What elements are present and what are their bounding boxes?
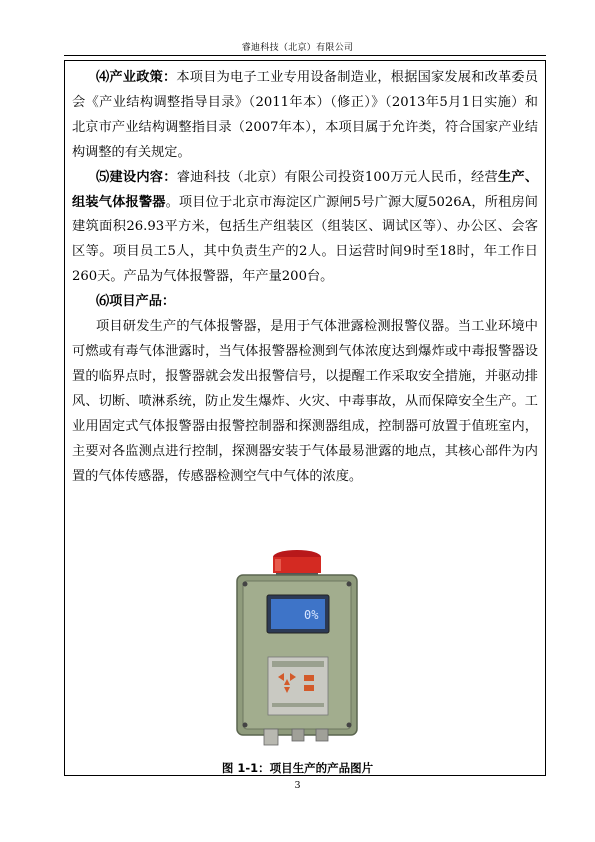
body-text — [72, 66, 538, 489]
cable-gland-icon — [264, 729, 278, 745]
construction-paragraph — [72, 166, 538, 291]
page-number: 3 — [294, 780, 301, 791]
enter-button-icon — [304, 675, 314, 681]
policy-paragraph — [72, 66, 538, 166]
product-paragraph — [72, 315, 538, 489]
construction-heading: ⑸建设内容： — [96, 169, 177, 185]
lcd-reading: 0% — [304, 608, 319, 622]
policy-text: 本项目为电子工业专用设备制造业，根据国家发展和改革委员会《产业结构调整指导目录》（2011年本）（修正）》（2013年5月1日实施）和北京市产业结构调整指目录（2007年本），本项目属于允许类，符合国家产业结构调整的有关规定。 — [72, 70, 539, 160]
gas-alarm-illustration — [212, 545, 382, 750]
construction-bold-text: 生产、组装气体报警器 — [72, 169, 539, 210]
figure-caption: 图 1-1：项目生产的产品图片 — [221, 761, 374, 775]
policy-heading: ⑷产业政策： — [96, 70, 177, 85]
product-text: 项目研发生产的气体报警器，是用于气体泄露检测报警仪器。当工业环境中可燃或有毒气体泄露时，当气体报警器检测到气体浓度达到爆炸或中毒报警器设置的临界点时，报警器就会发出报警信号，以提醒工作采取安全措施，并驱动排风、切断、喷淋系统，防止发生爆炸、火灾、中毒事故，从而保障安全生产。工业用固定式气体报警器由报警控制器和探测器组成，控制器可放置于值班室内，主要对各监测点进行控制，探测器安装于气体最易泄露的地点，其核心部件为内置的气体传感器，传感器检测空气中气体的浓度。 — [72, 319, 538, 484]
product-photo — [212, 545, 382, 750]
construction-text-1: 睿迪科技（北京）有限公司投资100万元人民币，经营 — [176, 169, 498, 185]
product-heading-paragraph — [72, 290, 538, 315]
menu-button-icon — [304, 685, 314, 691]
page-header: 睿迪科技（北京）有限公司 — [241, 43, 354, 53]
construction-text-2: 。项目位于北京市海淀区广源闸5号广源大厦5026A，所租房间建筑面积26.93平方米，包括生产组装区（组装区、调试区等）、办公区、会客区等。项目员工5人，其中负责生产的2人。日运营时间9时至18时，年工作日260天。产品为气体报警器，年产量200台。 — [72, 194, 538, 285]
product-heading: ⑹项目产品： — [96, 294, 176, 310]
header-rule — [64, 55, 546, 56]
